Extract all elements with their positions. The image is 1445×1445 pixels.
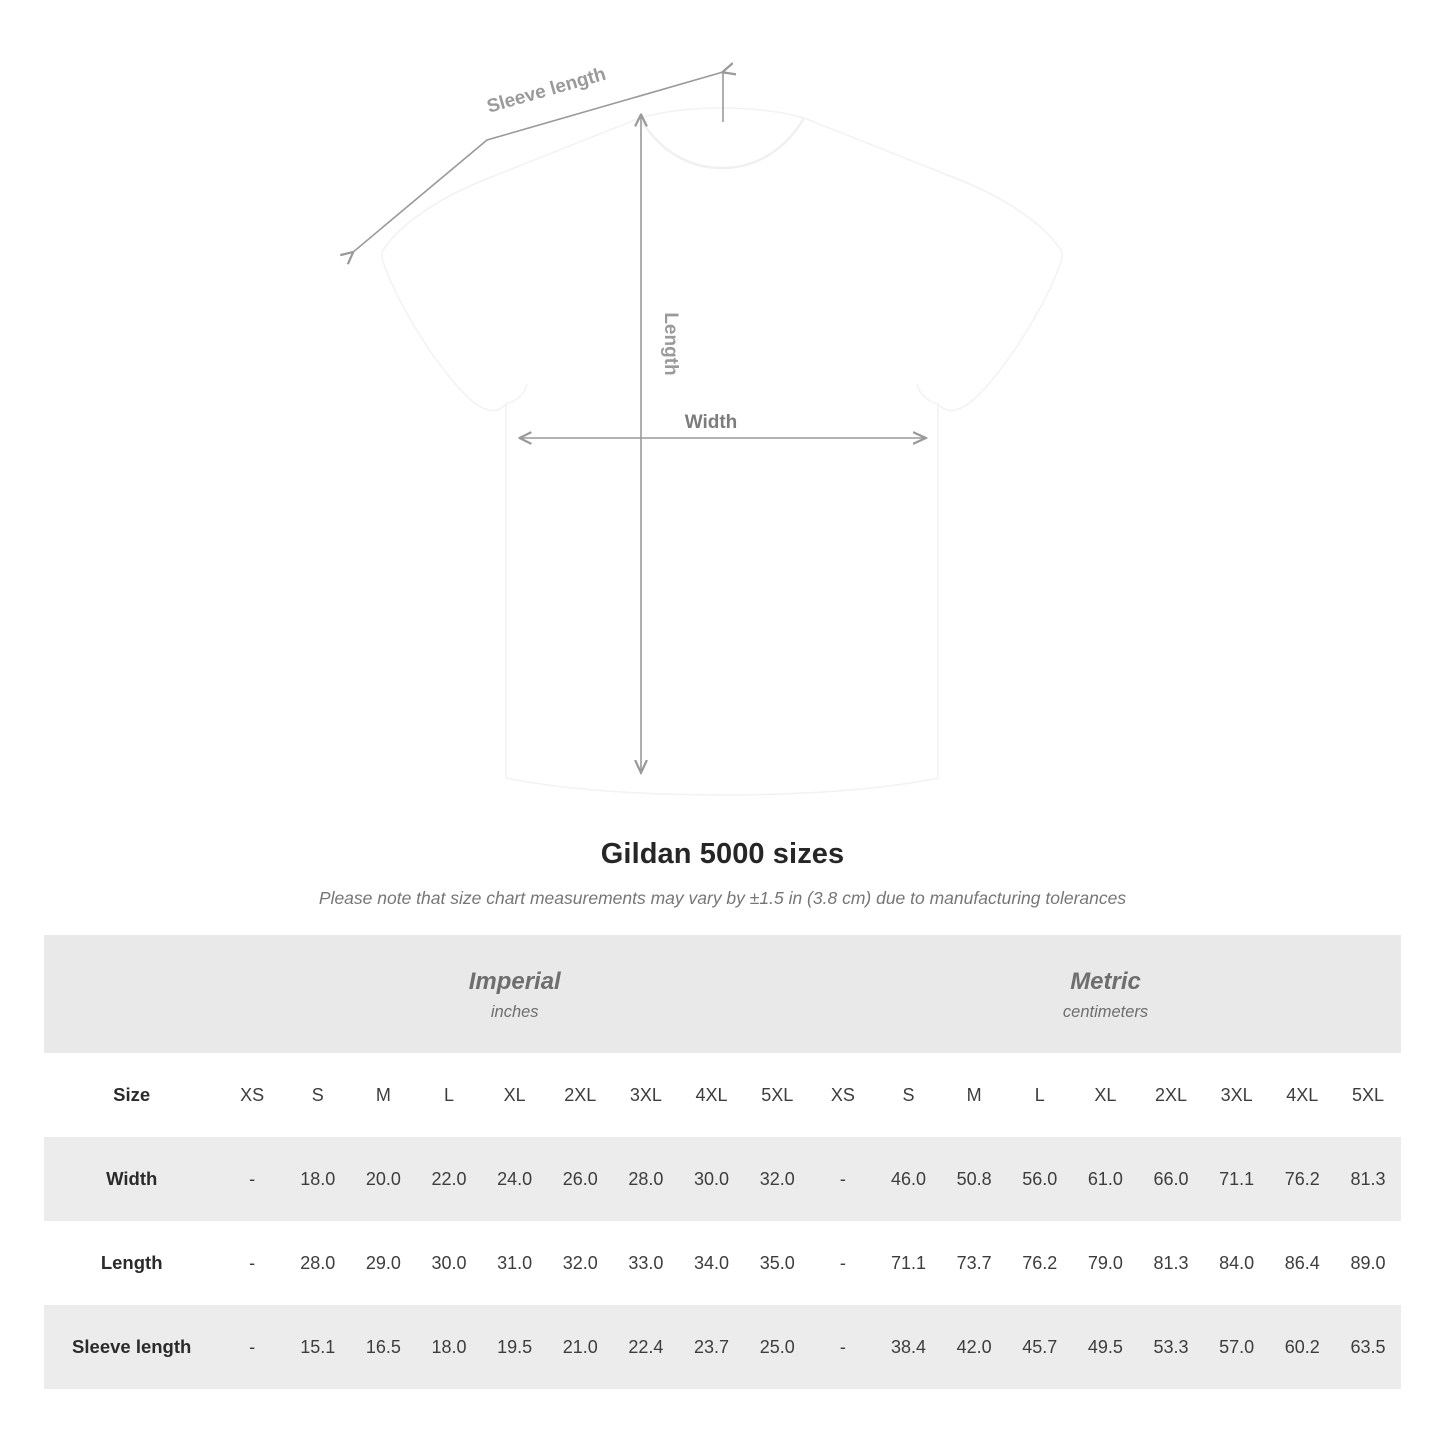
cell-width-imperial-xl: 24.0 [482, 1137, 548, 1221]
unit-group-metric-sub: centimeters [1062, 1002, 1149, 1021]
size-col-imperial-5xl: 5XL [744, 1053, 810, 1137]
size-col-imperial-l: L [416, 1053, 482, 1137]
cell-width-imperial-5xl: 32.0 [744, 1137, 810, 1221]
unit-header-spacer [44, 935, 219, 1053]
cell-sleeve-metric-4xl: 60.2 [1269, 1305, 1335, 1389]
size-header-row [44, 1053, 1401, 1137]
cell-sleeve-imperial-xs: - [219, 1305, 285, 1389]
length-label: Length [660, 312, 681, 376]
cell-sleeve-imperial-2xl: 21.0 [547, 1305, 613, 1389]
cell-length-metric-xl: 79.0 [1087, 1252, 1123, 1273]
size-header-label: Size [44, 1053, 219, 1137]
size-col-metric-xl: XL [1073, 1053, 1139, 1137]
size-col-metric-l: L [1007, 1053, 1073, 1137]
unit-group-metric [810, 935, 1401, 1053]
chart-title-block [0, 838, 1445, 909]
cell-length-imperial-m: 29.0 [365, 1252, 401, 1273]
cell-sleeve-metric-xs: - [810, 1305, 876, 1389]
cell-length-metric-m: 73.7 [956, 1252, 992, 1273]
cell-width-imperial-s: 18.0 [285, 1137, 351, 1221]
row-label-length: Length [100, 1252, 163, 1273]
cell-length-metric-s: 71.1 [890, 1252, 927, 1273]
cell-width-metric-xl: 61.0 [1073, 1137, 1139, 1221]
cell-width-imperial-3xl: 28.0 [613, 1137, 679, 1221]
size-col-metric-m: M [941, 1053, 1007, 1137]
cell-length-metric-l: 76.2 [1022, 1252, 1058, 1273]
cell-width-metric-5xl: 81.3 [1335, 1137, 1401, 1221]
size-col-imperial-xl: XL [482, 1053, 548, 1137]
size-col-metric-xs: XS [810, 1053, 876, 1137]
unit-group-metric-name: Metric [1070, 967, 1141, 995]
sleeve-length-label: Sleeve length [484, 63, 609, 118]
cell-length-metric-3xl: 84.0 [1219, 1252, 1255, 1273]
cell-sleeve-metric-2xl: 53.3 [1138, 1305, 1204, 1389]
size-col-metric-3xl: 3XL [1204, 1053, 1270, 1137]
size-col-metric-2xl: 2XL [1138, 1053, 1204, 1137]
cell-sleeve-metric-m: 42.0 [941, 1305, 1007, 1389]
cell-width-metric-l: 56.0 [1007, 1137, 1073, 1221]
size-col-imperial-3xl: 3XL [613, 1053, 679, 1137]
table-row-width [44, 1137, 1401, 1221]
cell-width-metric-2xl: 66.0 [1138, 1137, 1204, 1221]
table-row-sleeve-length [44, 1305, 1401, 1389]
unit-header-row [44, 935, 1401, 1053]
cell-length-metric-2xl: 81.3 [1153, 1252, 1189, 1273]
size-col-imperial-2xl: 2XL [547, 1053, 613, 1137]
cell-length-metric-4xl: 86.4 [1284, 1252, 1320, 1273]
cell-sleeve-imperial-5xl: 25.0 [744, 1305, 810, 1389]
cell-width-metric-s: 46.0 [876, 1137, 942, 1221]
cell-length-imperial-l: 30.0 [431, 1252, 467, 1273]
cell-sleeve-imperial-m: 16.5 [351, 1305, 417, 1389]
cell-width-metric-4xl: 76.2 [1269, 1137, 1335, 1221]
width-label: Width [684, 412, 738, 433]
cell-sleeve-metric-s: 38.4 [876, 1305, 942, 1389]
size-col-imperial-s: S [285, 1053, 351, 1137]
cell-sleeve-imperial-4xl: 23.7 [679, 1305, 745, 1389]
cell-length-imperial-xs: - [249, 1252, 256, 1273]
size-col-metric-s: S [876, 1053, 942, 1137]
cell-sleeve-metric-5xl: 63.5 [1335, 1305, 1401, 1389]
unit-group-imperial-sub: inches [490, 1002, 539, 1021]
size-col-metric-5xl: 5XL [1335, 1053, 1401, 1137]
cell-length-imperial-5xl: 35.0 [759, 1252, 795, 1273]
size-col-imperial-4xl: 4XL [679, 1053, 745, 1137]
unit-group-imperial-name: Imperial [468, 967, 561, 995]
table-row-length [44, 1221, 1401, 1305]
row-label-sleeve-length: Sleeve length [44, 1305, 219, 1389]
unit-group-imperial [219, 935, 810, 1053]
cell-sleeve-imperial-l: 18.0 [416, 1305, 482, 1389]
cell-length-metric-xs: - [839, 1252, 846, 1273]
cell-sleeve-imperial-s: 15.1 [285, 1305, 351, 1389]
row-label-width: Width [44, 1137, 219, 1221]
cell-sleeve-imperial-xl: 19.5 [482, 1305, 548, 1389]
cell-sleeve-metric-l: 45.7 [1007, 1305, 1073, 1389]
size-table [44, 935, 1401, 1389]
cell-sleeve-imperial-3xl: 22.4 [613, 1305, 679, 1389]
cell-length-imperial-xl: 31.0 [497, 1252, 533, 1273]
chart-note: Please note that size chart measurements may vary by ±1.5 in (3.8 cm) due to manufacturing tolerances [318, 888, 1127, 908]
cell-width-imperial-4xl: 30.0 [679, 1137, 745, 1221]
cell-length-imperial-4xl: 34.0 [694, 1252, 730, 1273]
cell-sleeve-metric-xl: 49.5 [1073, 1305, 1139, 1389]
size-table-wrapper [44, 935, 1401, 1389]
cell-width-metric-3xl: 71.1 [1204, 1137, 1270, 1221]
size-col-imperial-xs: XS [219, 1053, 285, 1137]
cell-width-imperial-m: 20.0 [351, 1137, 417, 1221]
cell-width-imperial-2xl: 26.0 [547, 1137, 613, 1221]
size-col-metric-4xl: 4XL [1269, 1053, 1335, 1137]
tshirt-shape [382, 108, 1062, 795]
cell-sleeve-metric-3xl: 57.0 [1204, 1305, 1270, 1389]
cell-length-metric-5xl: 89.0 [1350, 1252, 1386, 1273]
cell-length-imperial-3xl: 33.0 [628, 1252, 664, 1273]
cell-length-imperial-s: 28.0 [300, 1252, 336, 1273]
cell-length-imperial-2xl: 32.0 [562, 1252, 598, 1273]
cell-width-imperial-l: 22.0 [416, 1137, 482, 1221]
cell-width-metric-xs: - [810, 1137, 876, 1221]
cell-width-imperial-xs: - [219, 1137, 285, 1221]
cell-width-metric-m: 50.8 [941, 1137, 1007, 1221]
chart-title: Gildan 5000 sizes [600, 838, 845, 870]
size-col-imperial-m: M [351, 1053, 417, 1137]
